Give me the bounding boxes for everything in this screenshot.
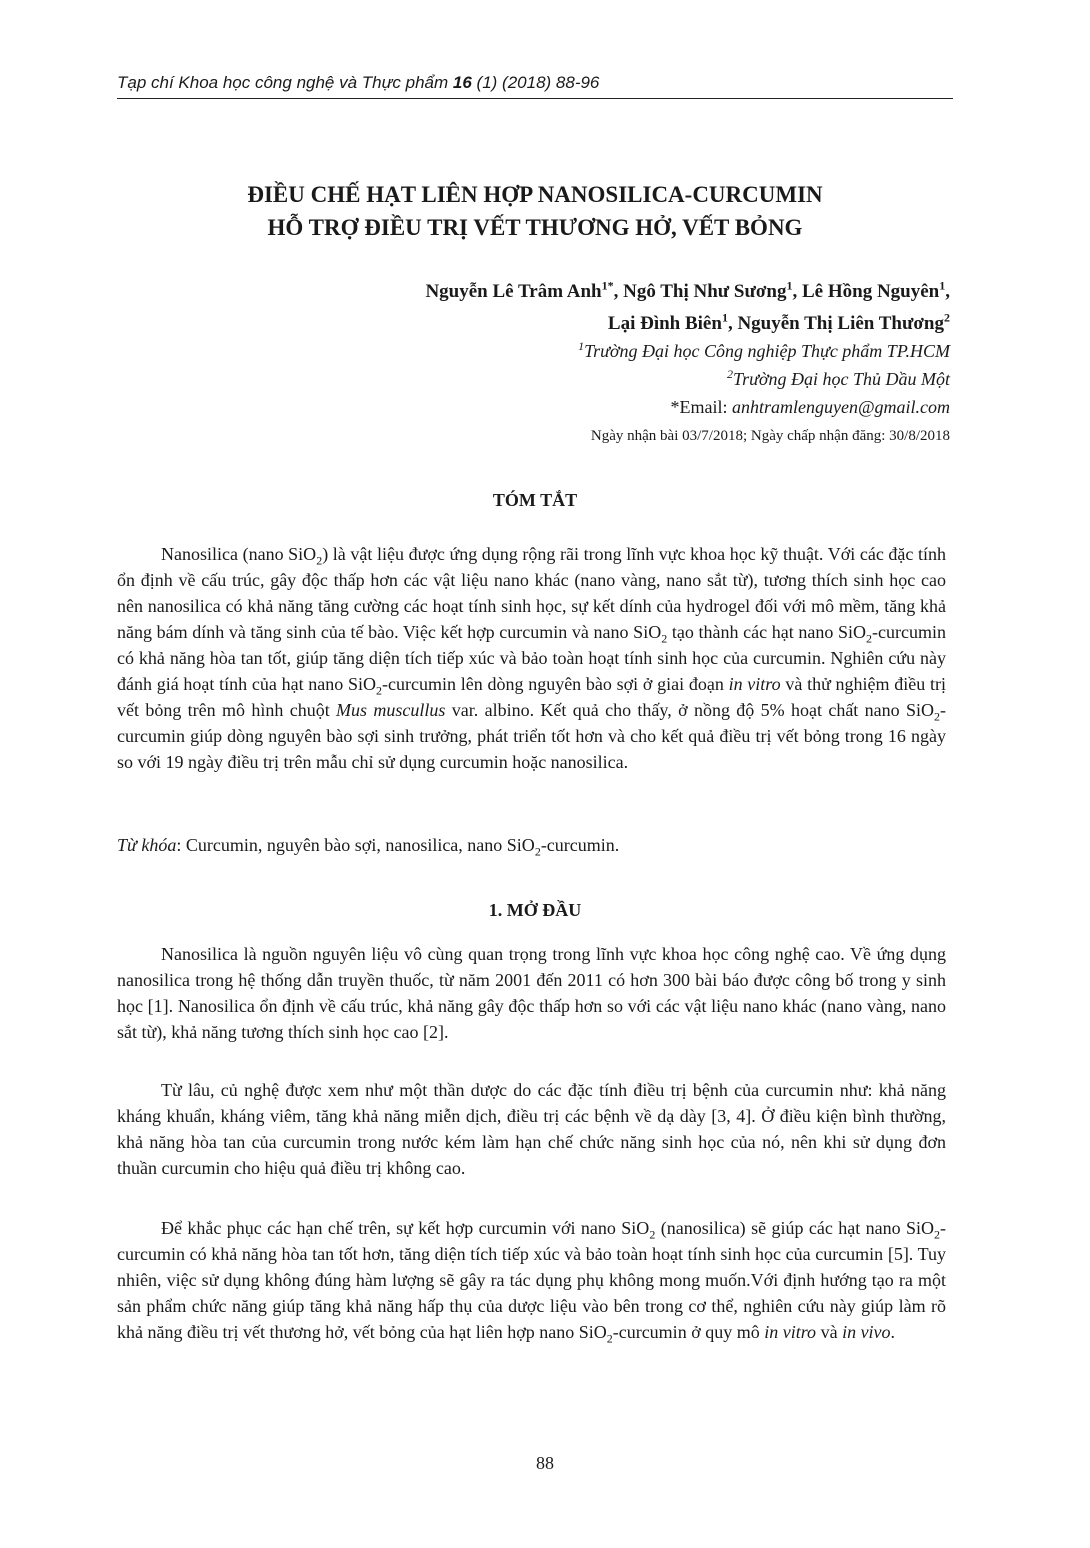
intro-italic: in vivo (842, 1322, 891, 1342)
keywords-label: Từ khóa (117, 835, 177, 855)
abstract-text: Nanosilica (nano SiO (161, 544, 317, 564)
subscript-2: 2 (661, 631, 668, 646)
subscript-2: 2 (606, 1331, 613, 1346)
intro-text: . (890, 1322, 896, 1342)
author-name: Nguyễn Lê Trâm Anh (425, 281, 602, 302)
keywords-line (117, 832, 946, 858)
intro-heading: 1. MỞ ĐẦU (488, 900, 582, 920)
subscript-2: 2 (866, 631, 873, 646)
author-mark: 1 (786, 278, 793, 293)
journal-name: Tạp chí Khoa học công nghệ và Thực phẩm (117, 73, 449, 92)
intro-paragraph-3 (117, 1215, 946, 1345)
author-mark: 1 (939, 278, 946, 293)
affiliation-text: Trường Đại học Thủ Dầu Một (733, 369, 950, 389)
affiliation (250, 341, 950, 362)
email-label: *Email: (670, 397, 732, 417)
author-mark: 1* (601, 278, 614, 293)
author-name: Lê Hồng Nguyên (802, 281, 940, 302)
intro-text: -curcumin ở quy mô (612, 1322, 765, 1342)
intro-italic: in vitro (764, 1322, 817, 1342)
author-name: Ngô Thị Như Sương (623, 281, 787, 302)
affiliation (250, 369, 950, 390)
intro-text: (nanosilica) sẽ giúp các hạt nano SiO (655, 1218, 935, 1238)
abstract-italic: in vitro (728, 674, 781, 694)
intro-paragraph-2: Từ lâu, củ nghệ được xem như một thần dược do các đặc tính điều trị bệnh của curcumin như: khả năng kháng khuẩn, kháng viêm, tăng khả năng miễn dịch, điều trị các bệnh về dạ dày [3, 4]. Ở điều kiện bình thường, khả năng hòa tan của curcumin trong nước kém làm hạn chế chức năng sinh học của nó, nên khi sử dụng đơn thuần curcumin cho hiệu quả điều trị không cao. (117, 1080, 946, 1178)
title-line-1: ĐIỀU CHẾ HẠT LIÊN HỢP NANOSILICA-CURCUMIN (247, 182, 823, 207)
corresponding-email (250, 397, 950, 418)
intro-paragraph-1: Nanosilica là nguồn nguyên liệu vô cùng quan trọng trong lĩnh vực khoa học công nghệ cao. Về ứng dụng nanosilica trong hệ thống dẫn truyền thuốc, từ năm 2001 đến 2011 có hơn 300 bài báo được công bố trong y sinh học [1]. Nanosilica ổn định về cấu trúc, khả năng gây độc thấp hơn so với các vật liệu nano khác (nano vàng, nano sắt từ), khả năng tương thích sinh học cao [2]. (117, 944, 946, 1042)
author-line-1 (190, 276, 950, 308)
affiliation-text: Trường Đại học Công nghiệp Thực phẩm TP.HCM (584, 341, 950, 361)
subscript-2: 2 (934, 709, 941, 724)
page-number: 88 (536, 1453, 554, 1473)
abstract-text: ) là vật liệu được ứng dụng rộng rãi trong lĩnh vực khoa học kỹ thuật. Với các đặc tính ổn định về cấu trúc, gây độc thấp hơn các vật liệu nano khác (nano vàng, nano sắt từ), tương thích sinh học cao nên nanosilica có khả năng tăng cường các hoạt tính sinh học, sự kết dính của hydrogel đối với mô mềm, tăng khả năng bám dính và tăng sinh của tế bào. Việc kết hợp curcumin và nano SiO (117, 544, 946, 642)
affiliation-mark: 1 (578, 339, 585, 353)
intro-text: -curcumin có khả năng hòa tan tốt hơn, tăng diện tích tiếp xúc và bảo toàn hoạt tính sinh học của curcumin [5]. Tuy nhiên, việc sử dụng không đúng hàm lượng sẽ gây ra tác dụng phụ không mong muốn.Với định hướng tạo ra một sản phẩm chức năng giúp tăng khả năng hấp thụ của dược liệu vào bên trong cơ thể, nghiên cứu này giúp làm rõ khả năng điều trị vết thương hở, vết bỏng của hạt liên hợp nano SiO (117, 1218, 947, 1342)
subscript-2: 2 (376, 683, 383, 698)
author-separator: , (945, 281, 950, 302)
running-header (117, 73, 599, 93)
affiliation-mark: 2 (727, 367, 734, 381)
journal-issue-pages: (1) (2018) 88-96 (476, 73, 600, 92)
author-mark: 2 (944, 310, 950, 325)
abstract-italic: Mus muscullus (336, 700, 446, 720)
keywords-text: : Curcumin, nguyên bào sợi, nanosilica, nano SiO (176, 835, 535, 855)
abstract-text: -curcumin có khả năng hòa tan tốt, giúp tăng diện tích tiếp xúc và bảo toàn hoạt tính sinh học của curcumin. Nghiên cứu này đánh giá hoạt tính của hạt nano SiO (117, 622, 946, 694)
abstract-text: và thử nghiệm điều trị vết bỏng trên mô hình chuột (117, 674, 946, 720)
email-address[interactable]: anhtramlenguyen@gmail.com (731, 397, 950, 417)
subscript-2: 2 (316, 553, 323, 568)
subscript-2: 2 (649, 1227, 656, 1242)
abstract-paragraph (117, 541, 946, 775)
abstract-text: -curcumin giúp dòng nguyên bào sợi sinh trưởng, phát triển tốt hơn và cho kết quả điều trị vết bỏng trong 16 ngày so với 19 ngày điều trị trên mẫu chỉ sử dụng curcumin hoặc nanosilica. (117, 700, 947, 772)
title-line-2: HỖ TRỢ ĐIỀU TRỊ VẾT THƯƠNG HỞ, VẾT BỎNG (267, 215, 803, 240)
header-rule (117, 98, 953, 99)
abstract-heading: TÓM TẮT (492, 490, 578, 510)
author-separator: , (727, 313, 738, 334)
subscript-2: 2 (934, 1227, 941, 1242)
abstract-text: var. albino. Kết quả cho thấy, ở nồng độ 5% hoạt chất nano SiO (445, 700, 935, 720)
author-separator: , (613, 281, 624, 302)
abstract-text: -curcumin lên dòng nguyên bào sợi ở giai đoạn (382, 674, 729, 694)
author-name: Lại Đình Biên (607, 313, 722, 334)
journal-volume: 16 (452, 73, 472, 92)
author-line-2 (190, 308, 950, 340)
intro-text: và (816, 1322, 843, 1342)
keywords-text: -curcumin. (540, 835, 620, 855)
abstract-text: tạo thành các hạt nano SiO (667, 622, 867, 642)
submission-dates: Ngày nhận bài 03/7/2018; Ngày chấp nhận đăng: 30/8/2018 (590, 428, 950, 444)
author-mark: 1 (721, 310, 728, 325)
subscript-2: 2 (534, 844, 541, 859)
author-separator: , (792, 281, 802, 302)
author-list (190, 276, 950, 340)
paper-title (117, 178, 953, 244)
author-name: Nguyễn Thị Liên Thương (737, 313, 944, 334)
intro-text: Để khắc phục các hạn chế trên, sự kết hợp curcumin với nano SiO (161, 1218, 650, 1238)
